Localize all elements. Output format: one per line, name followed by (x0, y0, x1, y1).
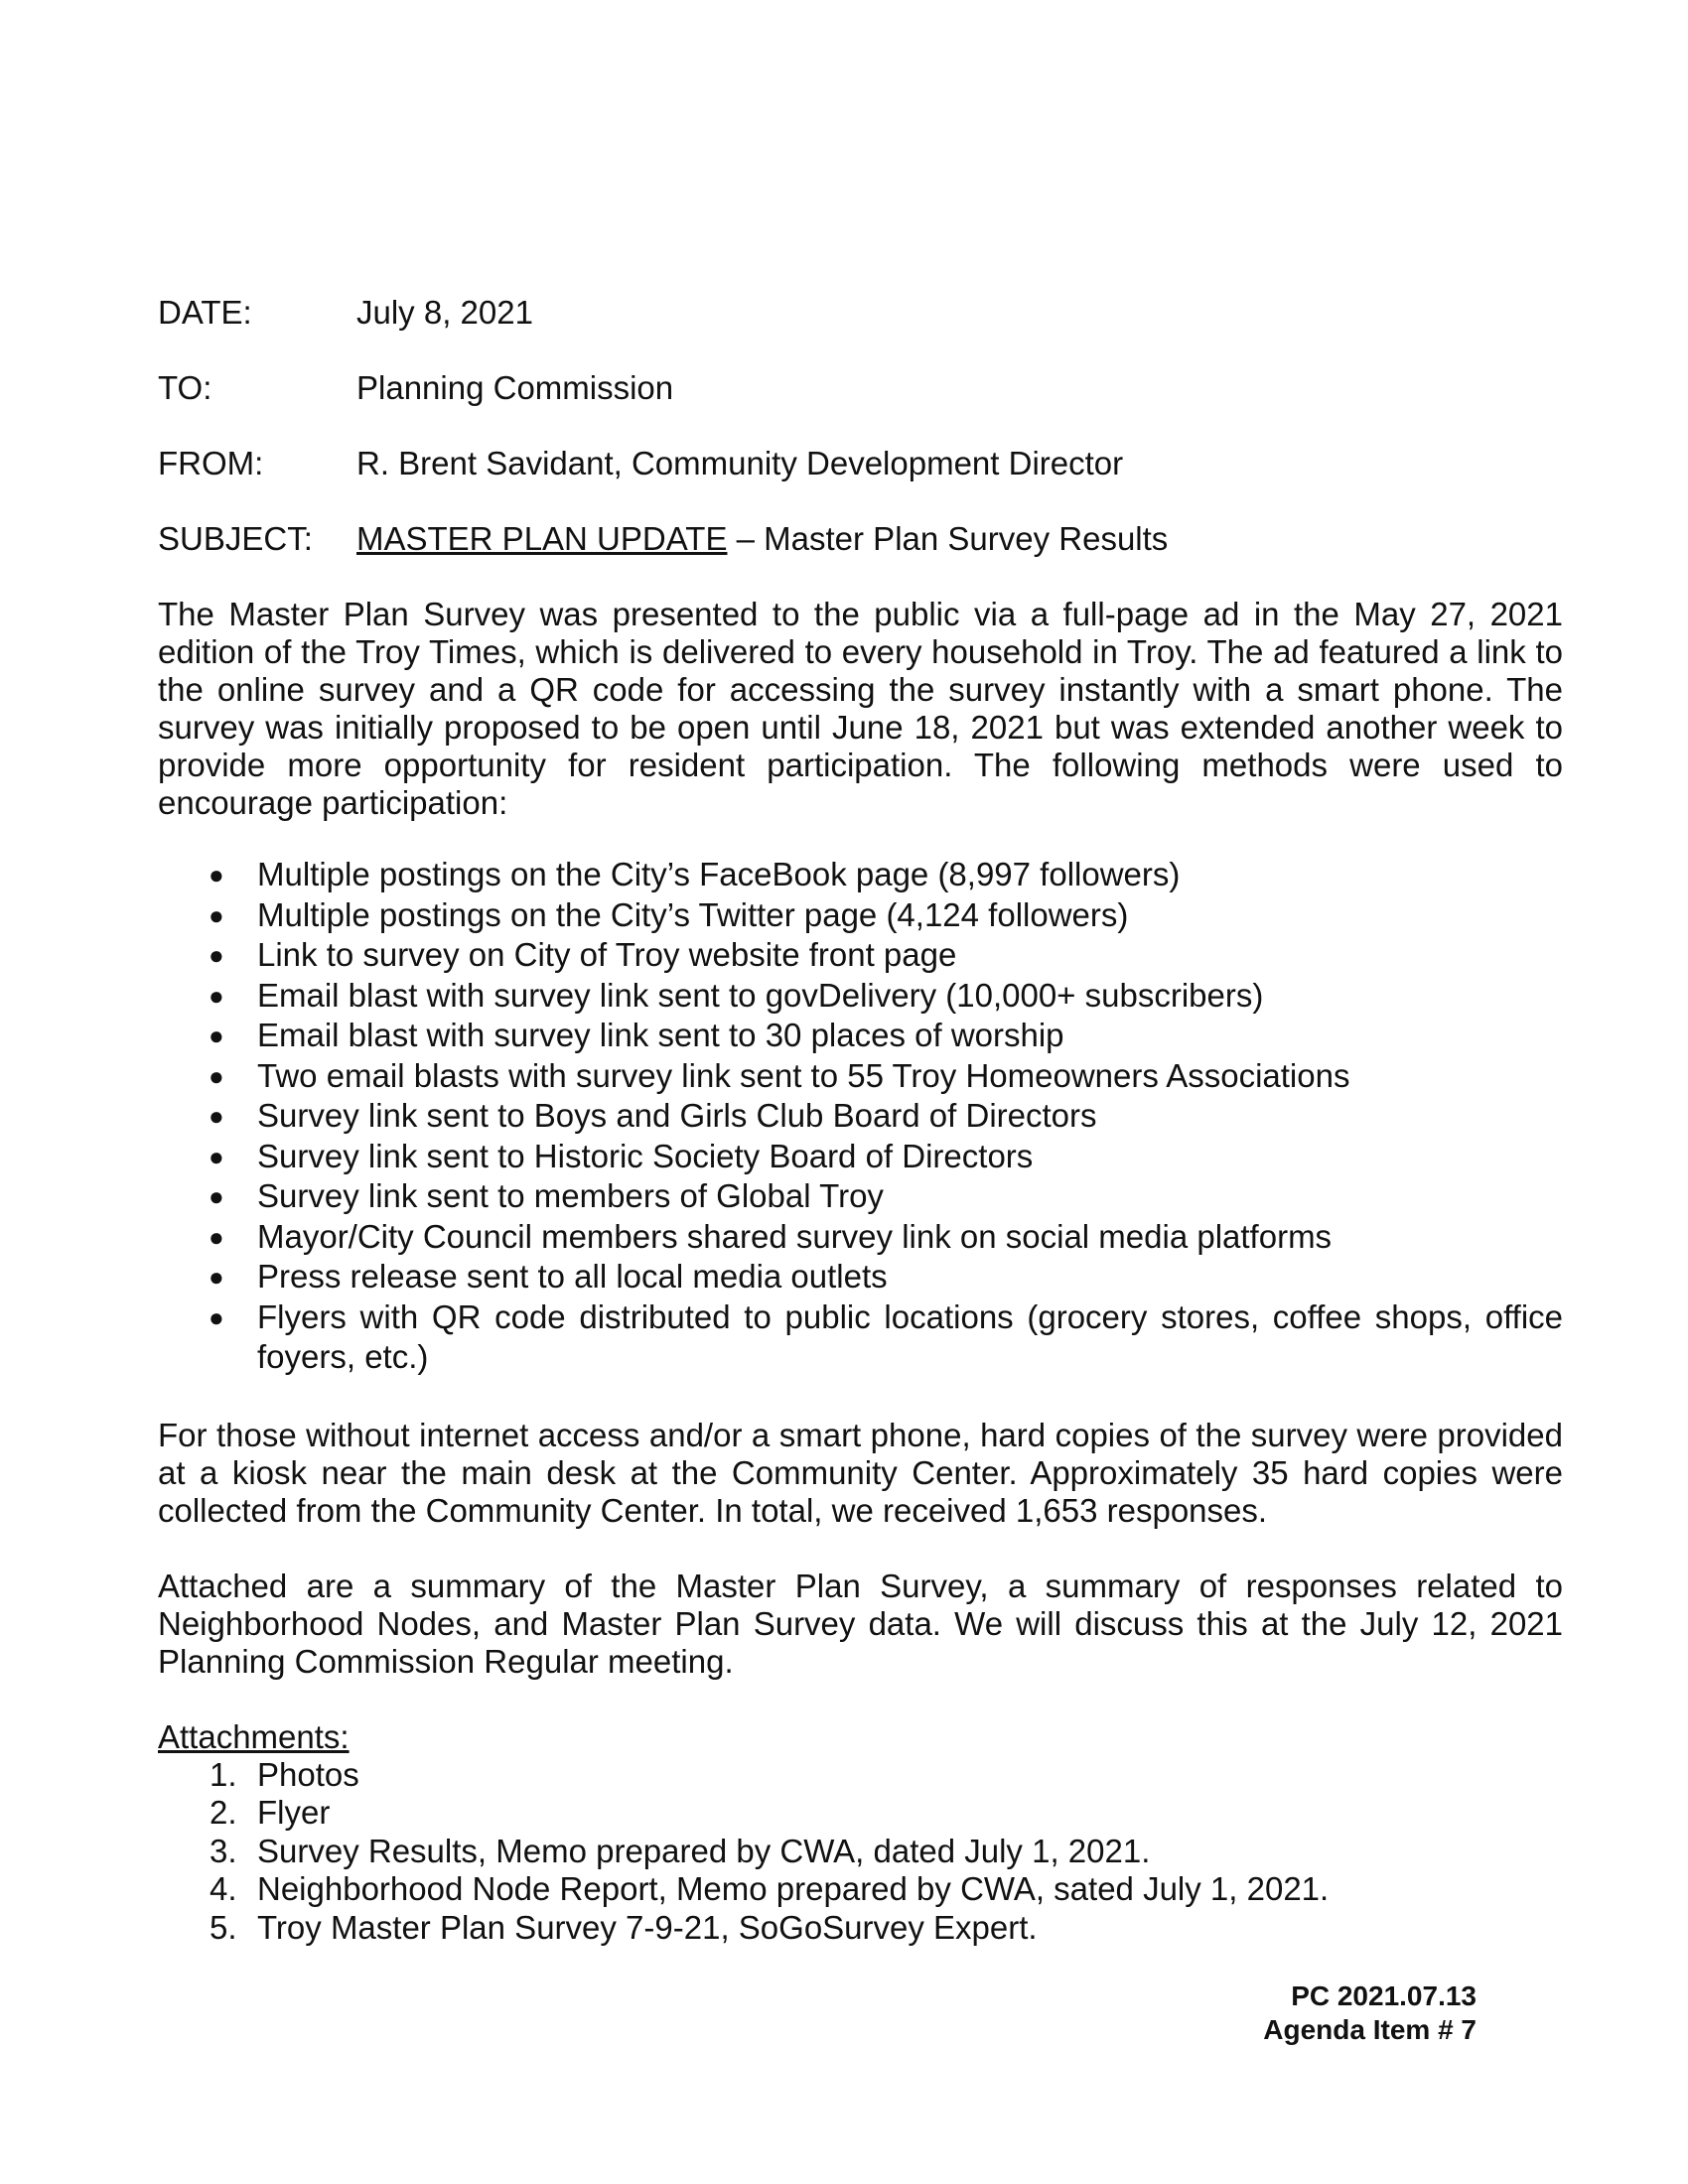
method-text: Link to survey on City of Troy website front page (257, 936, 957, 973)
attachment-number: 3. (210, 1832, 237, 1869)
from-value: R. Brent Savidant, Community Development Director (356, 445, 1124, 481)
method-item (158, 935, 1563, 976)
bullet-icon: ● (209, 860, 224, 889)
date-value: July 8, 2021 (356, 294, 533, 331)
to-row (158, 369, 1563, 407)
attachment-item (158, 1909, 1563, 1948)
method-text: Survey link sent to members of Global Troy (257, 1177, 884, 1214)
attachment-number: 1. (210, 1755, 237, 1793)
bullet-icon: ● (209, 1181, 224, 1211)
agenda-footer (1263, 1979, 1477, 2047)
outreach-methods-list (158, 855, 1563, 1378)
intro-paragraph: The Master Plan Survey was presented to the public via a full-page ad in the May 27, 2021 edition of the Troy Times, which is delivered to every household in Troy. The ad featured a link to the online survey and a QR code for accessing the survey instantly with a smart phone. The survey was initially proposed to be open until June 18, 2021 but was extended another week to provide more opportunity for resident participation. The following methods were used to encourage participation: (158, 596, 1563, 821)
attachment-number: 2. (210, 1794, 237, 1831)
method-item (158, 1257, 1563, 1297)
subject-value (356, 520, 1563, 558)
method-item (158, 1297, 1563, 1378)
attachments-list (158, 1756, 1563, 1948)
method-text: Survey link sent to Boys and Girls Club Board of Directors (257, 1097, 1097, 1134)
memo-document (158, 294, 1563, 1947)
method-item (158, 895, 1563, 936)
method-text: Two email blasts with survey link sent to 55 Troy Homeowners Associations (257, 1056, 1350, 1094)
attachment-item (158, 1794, 1563, 1833)
attachment-number: 4. (210, 1870, 237, 1907)
method-text: Flyers with QR code distributed to public locations (grocery stores, coffee shops, office foyers, etc.) (257, 1297, 1563, 1375)
method-text: Press release sent to all local media outlets (257, 1258, 888, 1295)
bullet-icon: ● (209, 1221, 224, 1252)
attachment-text: Neighborhood Node Report, Memo prepared by CWA, sated July 1, 2021. (257, 1870, 1330, 1907)
to-value: Planning Commission (356, 369, 674, 406)
hard-copies-paragraph: For those without internet access and/or a smart phone, hard copies of the survey were provided at a kiosk near the main desk at the Community Center. Approximately 35 hard copies were collected from the Community Center. In total, we received 1,653 responses. (158, 1416, 1563, 1529)
bullet-icon: ● (209, 899, 224, 930)
bullet-icon: ● (209, 1060, 224, 1091)
method-item (158, 1056, 1563, 1097)
method-item (158, 855, 1563, 895)
method-text: Multiple postings on the City’s Twitter page (4,124 followers) (257, 895, 1129, 933)
method-text: Email blast with survey link sent to 30 places of worship (257, 1017, 1064, 1053)
bullet-icon: ● (209, 1141, 224, 1171)
bullet-icon: ● (209, 1301, 224, 1332)
method-item (158, 1096, 1563, 1137)
date-label: DATE: (158, 294, 252, 331)
bullet-icon: ● (209, 980, 224, 1011)
bullet-icon: ● (209, 940, 224, 970)
attachment-item (158, 1833, 1563, 1871)
method-item (158, 1016, 1563, 1056)
bullet-icon: ● (209, 1021, 224, 1050)
attachments-title: Attachments: (158, 1717, 350, 1755)
attachment-number: 5. (210, 1908, 237, 1946)
attachment-item (158, 1756, 1563, 1795)
bullet-icon: ● (209, 1101, 224, 1131)
footer-pc-number: PC 2021.07.13 (1291, 1980, 1477, 2011)
from-row (158, 445, 1563, 482)
attachment-text: Photos (257, 1755, 359, 1793)
method-text: Mayor/City Council members shared survey link on social media platforms (257, 1217, 1333, 1255)
attachment-text: Survey Results, Memo prepared by CWA, dated July 1, 2021. (257, 1832, 1151, 1869)
subject-row (158, 520, 1563, 558)
method-text: Email blast with survey link sent to govDelivery (10,000+ subscribers) (257, 976, 1264, 1014)
method-text: Survey link sent to Historic Society Board of Directors (257, 1137, 1034, 1174)
subject-heading: MASTER PLAN UPDATE (356, 520, 728, 557)
attachment-text: Troy Master Plan Survey 7-9-21, SoGoSurvey Expert. (257, 1908, 1038, 1946)
bullet-icon: ● (209, 1262, 224, 1292)
to-label: TO: (158, 369, 212, 406)
date-row (158, 294, 1563, 332)
attachment-text: Flyer (257, 1794, 331, 1831)
method-item (158, 976, 1563, 1017)
subject-label: SUBJECT: (158, 520, 313, 557)
attached-paragraph: Attached are a summary of the Master Plan Survey, a summary of responses related to Neighborhood Nodes, and Master Plan Survey data. We will discuss this at the July 12, 2021 Planning Commission Regular meeting. (158, 1567, 1563, 1680)
subject-text: – Master Plan Survey Results (727, 520, 1169, 557)
from-label: FROM: (158, 445, 264, 481)
method-item (158, 1217, 1563, 1258)
method-item (158, 1137, 1563, 1177)
attachment-item (158, 1870, 1563, 1909)
method-text: Multiple postings on the City’s FaceBook page (8,997 followers) (257, 856, 1181, 892)
footer-agenda-item: Agenda Item # 7 (1263, 2014, 1477, 2045)
method-item (158, 1176, 1563, 1217)
